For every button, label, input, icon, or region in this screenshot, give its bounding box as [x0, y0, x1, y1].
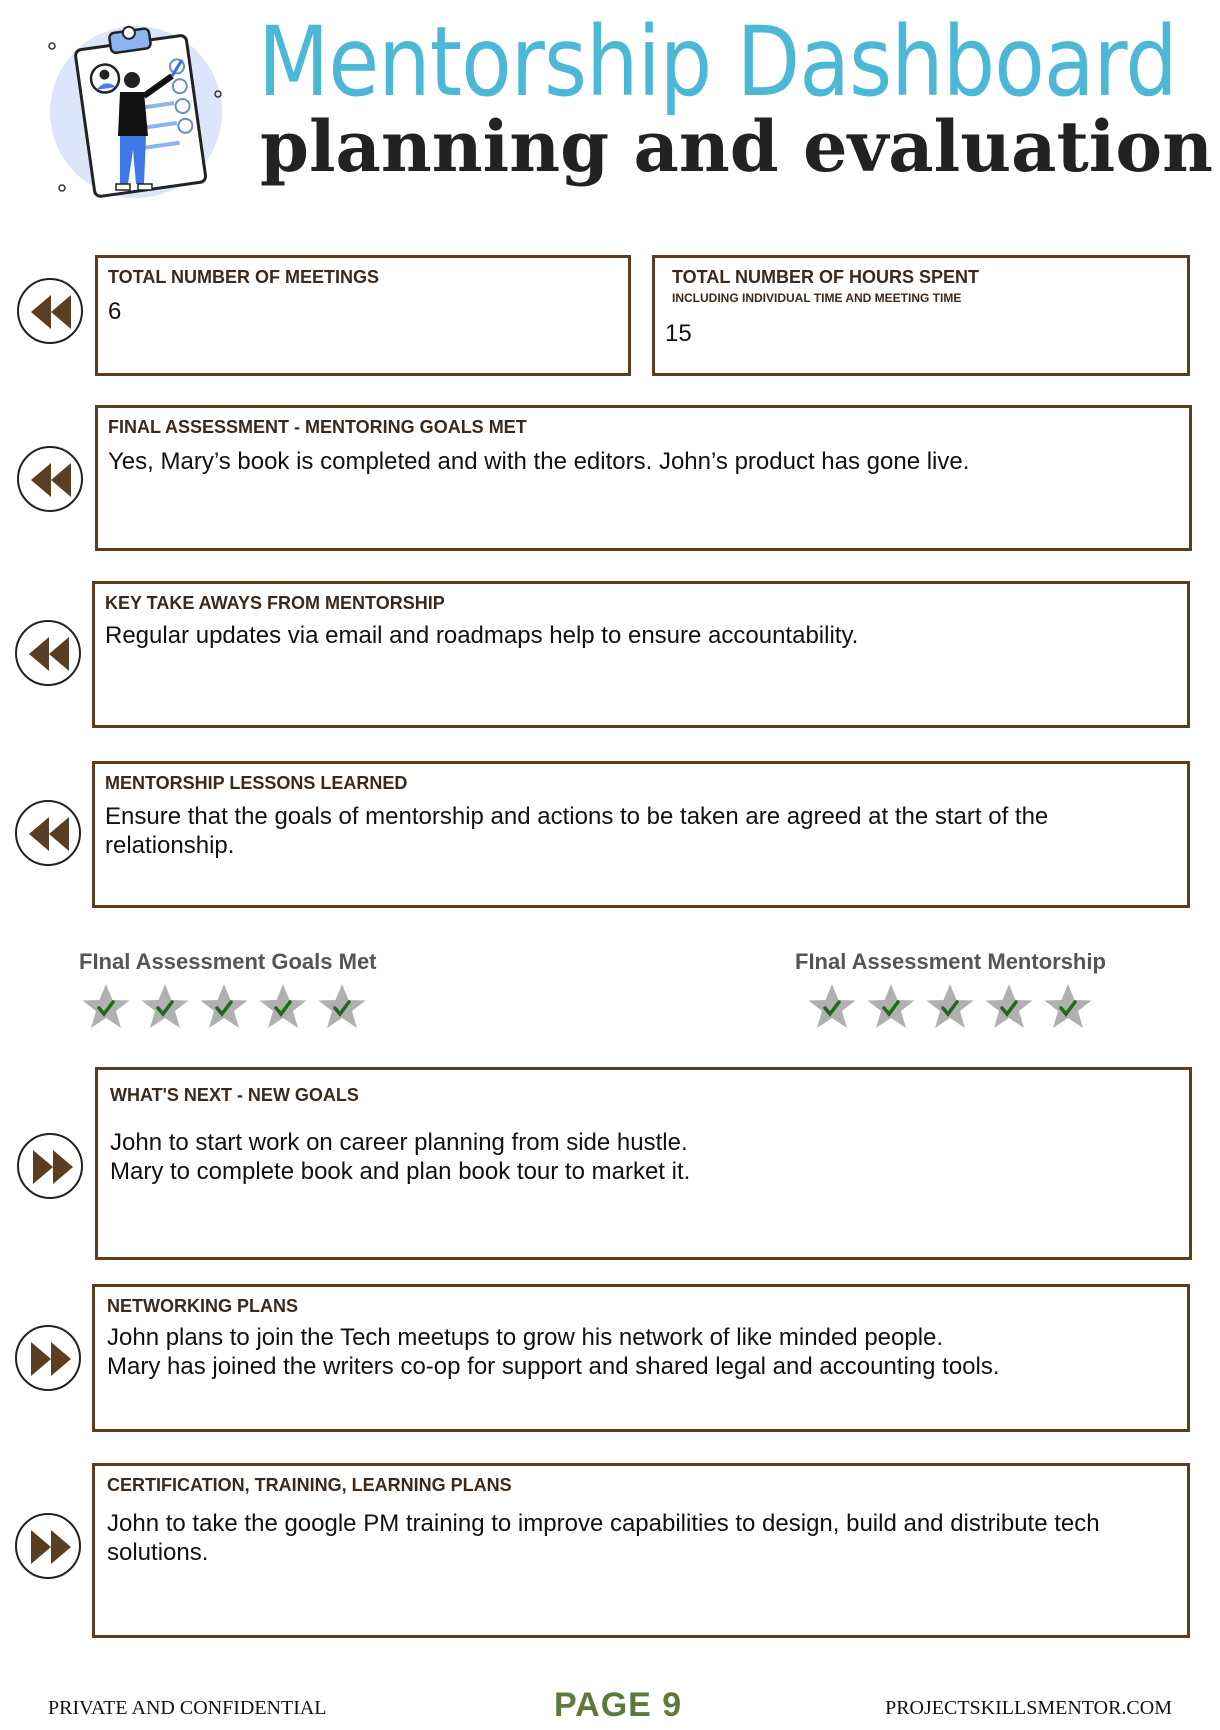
page-number: PAGE 9: [554, 1686, 683, 1724]
star-icon[interactable]: [806, 981, 858, 1033]
networking-label: NETWORKING PLANS: [107, 1296, 298, 1316]
networking-box: [92, 1284, 1190, 1432]
rewind-button-final-assessment[interactable]: [17, 446, 83, 512]
fast-forward-icon: [29, 1530, 71, 1564]
whats-next-label: WHAT'S NEXT - NEW GOALS: [110, 1085, 359, 1105]
star-icon[interactable]: [983, 981, 1035, 1033]
rewind-button-lessons[interactable]: [15, 800, 81, 866]
rewind-button-meetings[interactable]: [17, 278, 83, 344]
meetings-value[interactable]: 6: [108, 298, 122, 325]
forward-button-networking[interactable]: [15, 1325, 81, 1391]
takeaways-box: [92, 581, 1190, 728]
page-subtitle: planning and evaluation: [260, 105, 1213, 188]
rewind-icon: [31, 463, 73, 497]
star-icon[interactable]: [80, 981, 132, 1033]
meetings-box: [95, 255, 631, 376]
page-title: Mentorship Dashboard: [258, 6, 1177, 118]
star-icon[interactable]: [865, 981, 917, 1033]
takeaways-label: KEY TAKE AWAYS FROM MENTORSHIP: [105, 593, 445, 613]
hours-sublabel: INCLUDING INDIVIDUAL TIME AND MEETING TIME: [672, 291, 962, 305]
rewind-icon: [29, 637, 71, 671]
star-icon[interactable]: [257, 981, 309, 1033]
meetings-label: TOTAL NUMBER OF MEETINGS: [108, 267, 380, 287]
certification-label: CERTIFICATION, TRAINING, LEARNING PLANS: [107, 1475, 512, 1495]
star-icon[interactable]: [924, 981, 976, 1033]
star-icon[interactable]: [139, 981, 191, 1033]
fast-forward-icon: [29, 1342, 71, 1376]
rating-goals-met-stars[interactable]: [80, 981, 380, 1033]
rating-goals-met-title: FInal Assessment Goals Met: [79, 949, 377, 974]
footer-confidential: PRIVATE AND CONFIDENTIAL: [48, 1697, 327, 1719]
rating-mentorship-title: FInal Assessment Mentorship: [795, 949, 1106, 974]
rating-mentorship-stars[interactable]: [806, 981, 1106, 1033]
final-assessment-value[interactable]: Yes, Mary’s book is completed and with the editors. John’s product has gone live.: [108, 448, 970, 475]
hours-box: [652, 255, 1190, 376]
whats-next-box: [95, 1067, 1192, 1260]
lessons-box: [92, 761, 1190, 908]
certification-box: [92, 1463, 1190, 1638]
star-icon[interactable]: [198, 981, 250, 1033]
lessons-label: MENTORSHIP LESSONS LEARNED: [105, 773, 408, 793]
rewind-icon: [29, 817, 71, 851]
forward-button-certification[interactable]: [15, 1513, 81, 1579]
certification-value[interactable]: John to take the google PM training to improve capabilities to design, build and distribute tech solutions.: [107, 1510, 1100, 1566]
lessons-value[interactable]: Ensure that the goals of mentorship and actions to be taken are agreed at the start of the relationship.: [105, 803, 1049, 859]
takeaways-value[interactable]: Regular updates via email and roadmaps help to ensure accountability.: [105, 622, 859, 649]
forward-button-whats-next[interactable]: [17, 1133, 83, 1199]
star-icon[interactable]: [1042, 981, 1094, 1033]
hours-value[interactable]: 15: [665, 320, 692, 347]
final-assessment-label: FINAL ASSESSMENT - MENTORING GOALS MET: [108, 417, 527, 437]
fast-forward-icon: [31, 1150, 73, 1184]
footer-website[interactable]: PROJECTSKILLSMENTOR.COM: [885, 1697, 1172, 1719]
final-assessment-box: [95, 405, 1192, 551]
hours-label: TOTAL NUMBER OF HOURS SPENT: [672, 267, 980, 287]
networking-value[interactable]: John plans to join the Tech meetups to grow his network of like minded people. Mary has joined the writers co-op for support and shared legal and accounting tools.: [107, 1324, 1000, 1380]
rewind-button-takeaways[interactable]: [15, 620, 81, 686]
rewind-icon: [31, 295, 73, 329]
star-icon[interactable]: [316, 981, 368, 1033]
whats-next-value[interactable]: John to start work on career planning from side hustle. Mary to complete book and plan book tour to market it.: [110, 1129, 691, 1185]
clipboard-illustration: [40, 12, 240, 212]
